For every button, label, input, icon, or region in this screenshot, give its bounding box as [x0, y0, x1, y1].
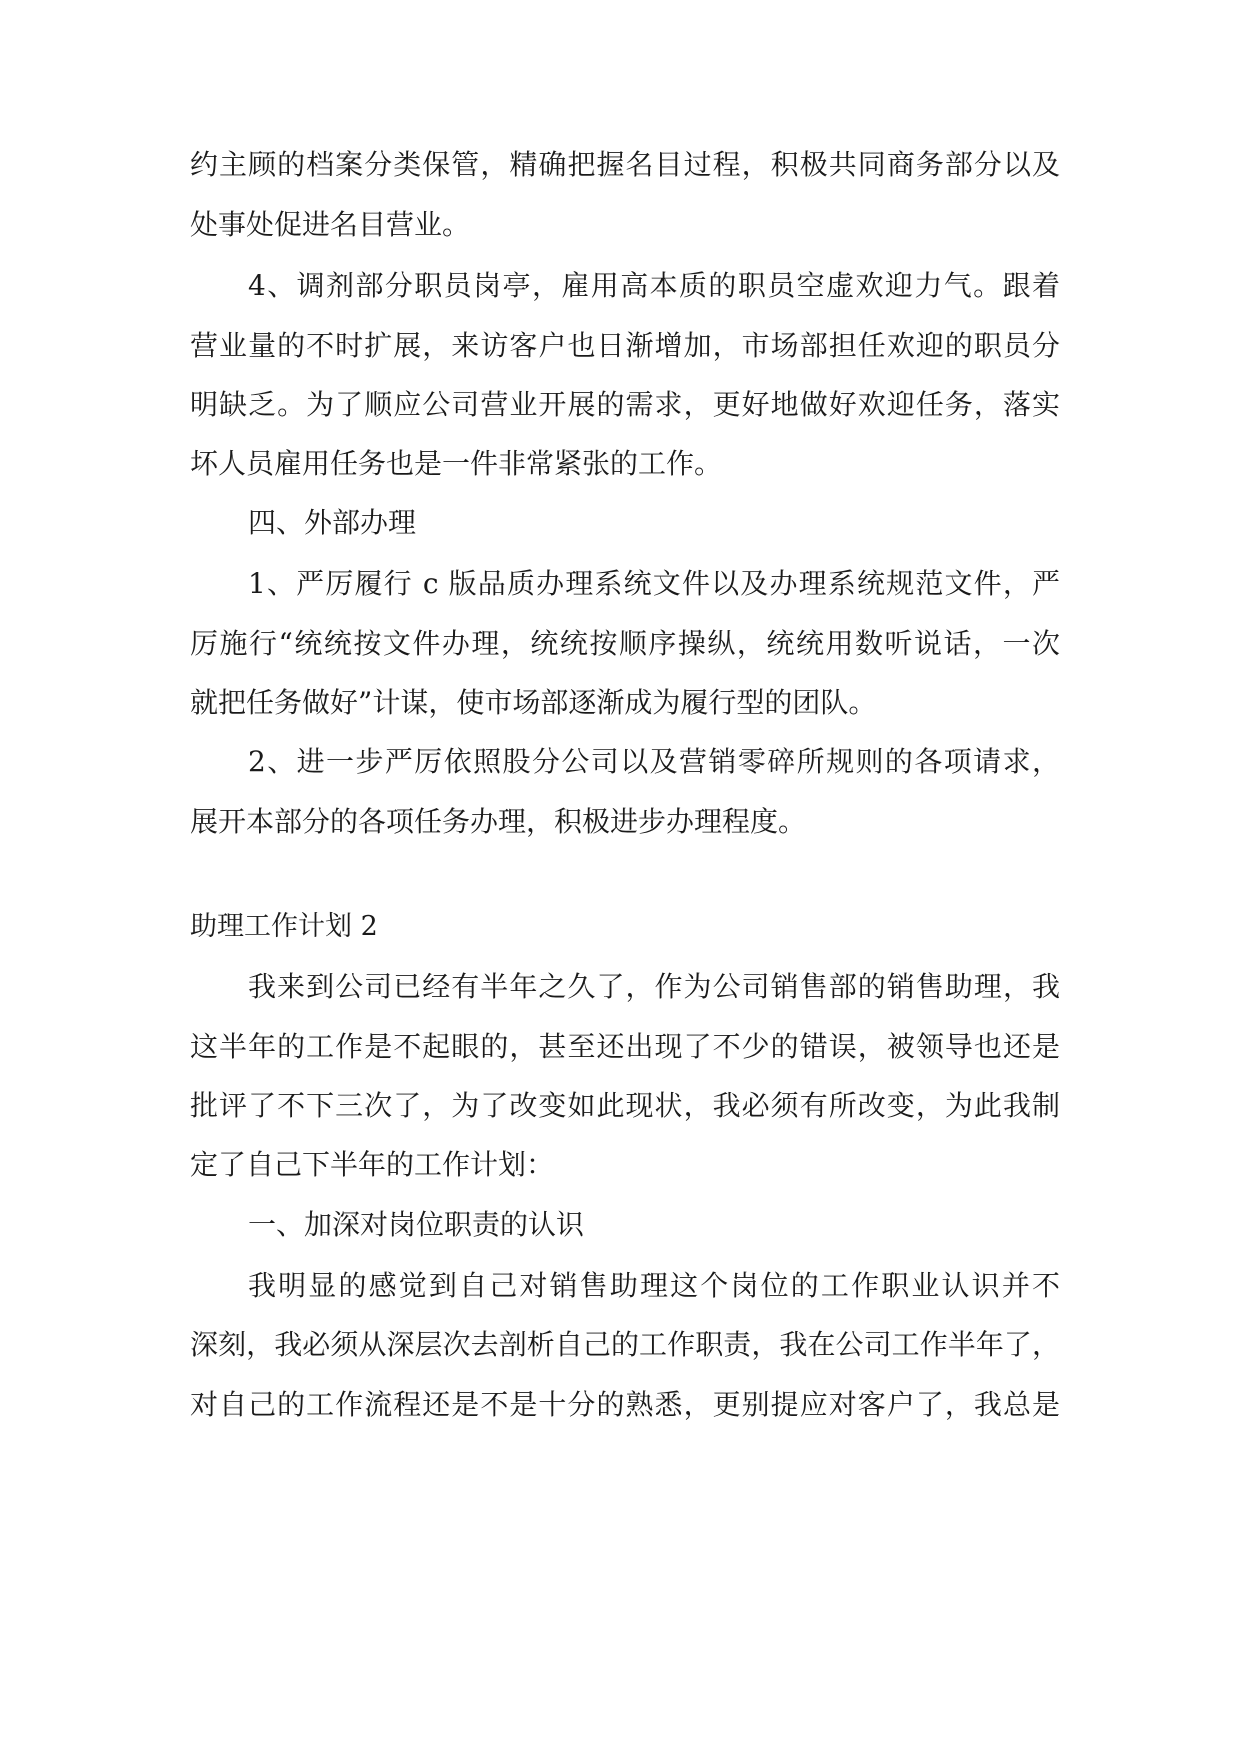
- section-heading: 一、加深对岗位职责的认识: [248, 1208, 585, 1241]
- paragraph-line: 营业量的不时扩展，来访客户也日渐增加，市场部担任欢迎的职员分: [190, 329, 1060, 362]
- paragraph-line: 1、严厉履行 c 版品质办理系统文件以及办理系统规范文件，严: [248, 567, 1060, 600]
- paragraph-line: 深刻，我必须从深层次去剖析自己的工作职责，我在公司工作半年了，: [190, 1328, 1060, 1361]
- paragraph-line: 4、调剂部分职员岗亭，雇用高本质的职员空虚欢迎力气。跟着: [248, 269, 1060, 302]
- paragraph-line: 批评了不下三次了，为了改变如此现状，我必须有所改变，为此我制: [190, 1089, 1060, 1122]
- paragraph-line: 这半年的工作是不起眼的，甚至还出现了不少的错误，被领导也还是: [190, 1030, 1060, 1063]
- paragraph-line: 展开本部分的各项任务办理，积极进步办理程度。: [190, 805, 807, 838]
- paragraph-line: 坏人员雇用任务也是一件非常紧张的工作。: [190, 447, 723, 480]
- paragraph-line: 约主顾的档案分类保管，精确把握名目过程，积极共同商务部分以及: [190, 148, 1060, 181]
- paragraph-line: 处事处促进名目营业。: [190, 208, 471, 241]
- paragraph-line: 定了自己下半年的工作计划：: [190, 1148, 555, 1181]
- paragraph-line: 我来到公司已经有半年之久了，作为公司销售部的销售助理，我: [248, 970, 1060, 1003]
- document-title: 助理工作计划 2: [190, 911, 378, 942]
- paragraph-line: 2、进一步严厉依照股分公司以及营销零碎所规则的各项请求，: [248, 745, 1060, 778]
- section-heading: 四、外部办理: [248, 506, 417, 539]
- paragraph-line: 就把任务做好”计谋，使市场部逐渐成为履行型的团队。: [190, 686, 877, 719]
- paragraph-line: 我明显的感觉到自己对销售助理这个岗位的工作职业认识并不: [248, 1269, 1060, 1302]
- paragraph-line: 厉施行“统统按文件办理，统统按顺序操纵，统统用数听说话，一次: [190, 627, 1060, 660]
- paragraph-line: 明缺乏。为了顺应公司营业开展的需求，更好地做好欢迎任务，落实: [190, 388, 1060, 421]
- paragraph-line: 对自己的工作流程还是不是十分的熟悉，更别提应对客户了，我总是: [190, 1388, 1060, 1421]
